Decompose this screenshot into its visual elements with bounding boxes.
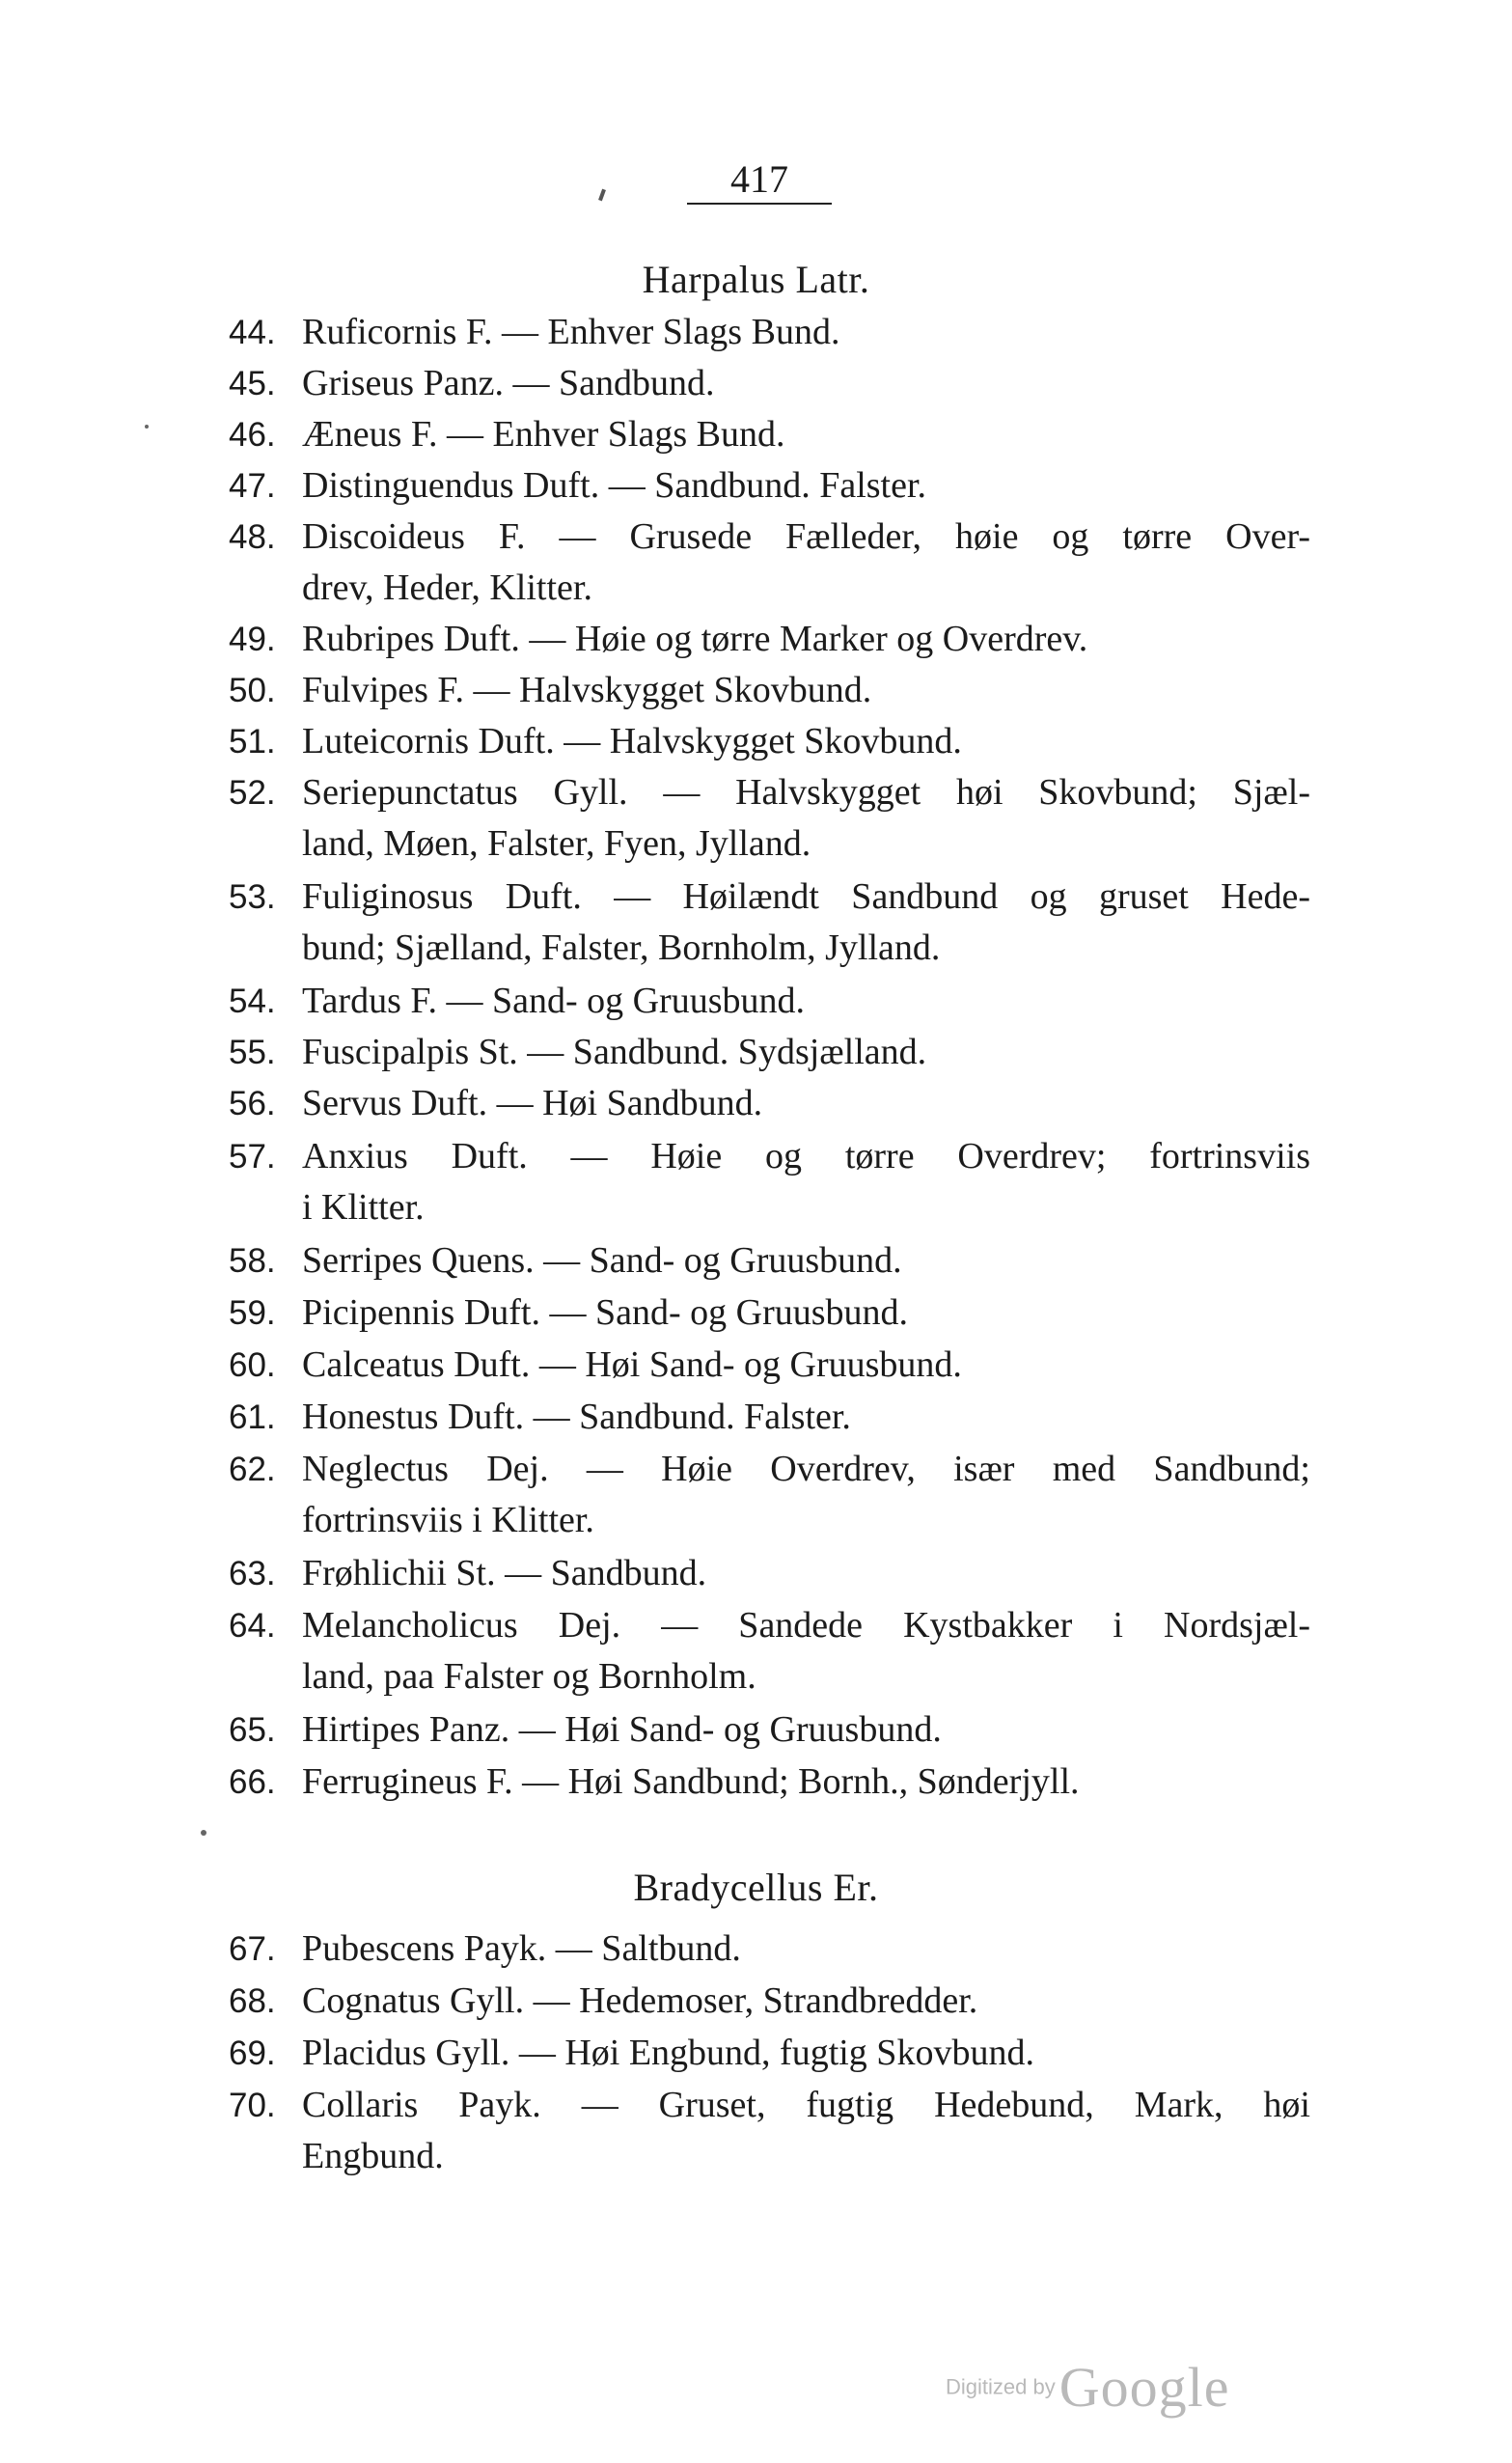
entry-text-continued: bund; Sjælland, Falster, Bornholm, Jylland. bbox=[302, 927, 941, 968]
entry-number: 67. bbox=[229, 1930, 276, 1968]
entry-number: 57. bbox=[229, 1138, 276, 1176]
entry-number: 51. bbox=[229, 723, 276, 761]
entry-number: 69. bbox=[229, 2034, 276, 2072]
entry-number: 68. bbox=[229, 1982, 276, 2020]
digitized-by-google-watermark bbox=[946, 2355, 1229, 2420]
entry-number: 53. bbox=[229, 878, 276, 916]
entry-number: 46. bbox=[229, 416, 276, 454]
entry-text: Servus Duft. — Høi Sandbund. bbox=[302, 1083, 763, 1123]
entry-text: Fulvipes F. — Halvskygget Skovbund. bbox=[302, 670, 872, 710]
entry-number: 61. bbox=[229, 1398, 276, 1436]
entry-text: Serripes Quens. — Sand- og Gruusbund. bbox=[302, 1240, 902, 1281]
ink-speck bbox=[145, 425, 149, 429]
entry-number: 63. bbox=[229, 1555, 276, 1592]
entry-number: 45. bbox=[229, 365, 276, 402]
entry-number: 59. bbox=[229, 1294, 276, 1332]
entry-number: 47. bbox=[229, 467, 276, 505]
entry-number: 54. bbox=[229, 982, 276, 1020]
entry-text: Honestus Duft. — Sandbund. Falster. bbox=[302, 1397, 851, 1437]
section-title-bradycellus: Bradycellus Er. bbox=[633, 1866, 879, 1909]
entry-text-continued: fortrinsviis i Klitter. bbox=[302, 1500, 594, 1540]
entry-text-continued: i Klitter. bbox=[302, 1187, 425, 1228]
entry-number: 49. bbox=[229, 621, 276, 658]
entry-text: Rubripes Duft. — Høie og tørre Marker og Overdrev. bbox=[302, 619, 1088, 659]
entry-text: Picipennis Duft. — Sand- og Gruusbund. bbox=[302, 1292, 909, 1333]
entry-text: Cognatus Gyll. — Hedemoser, Strandbredder. bbox=[302, 1980, 978, 2021]
entry-number: 58. bbox=[229, 1242, 276, 1280]
entry-number: 60. bbox=[229, 1346, 276, 1384]
entry-text: Seriepunctatus Gyll. — Halvskygget høi Skovbund; Sjæl- bbox=[302, 772, 1310, 813]
entry-text-continued: Engbund. bbox=[302, 2136, 444, 2176]
entry-text: Placidus Gyll. — Høi Engbund, fugtig Skovbund. bbox=[302, 2033, 1034, 2073]
entry-text: Hirtipes Panz. — Høi Sand- og Gruusbund. bbox=[302, 1709, 942, 1750]
section-title-harpalus: Harpalus Latr. bbox=[642, 258, 870, 301]
entry-text: Ruficornis F. — Enhver Slags Bund. bbox=[302, 312, 840, 352]
entry-text: Melancholicus Dej. — Sandede Kystbakker i Nordsjæl- bbox=[302, 1605, 1310, 1646]
ink-speck bbox=[201, 1830, 206, 1836]
entry-text: Anxius Duft. — Høie og tørre Overdrev; fortrinsviis bbox=[302, 1136, 1310, 1176]
entry-number: 44. bbox=[229, 314, 276, 351]
entry-text: Neglectus Dej. — Høie Overdrev, især med Sandbund; bbox=[302, 1449, 1310, 1489]
entry-number: 50. bbox=[229, 672, 276, 709]
entry-text: Discoideus F. — Grusede Fælleder, høie og tørre Over- bbox=[302, 516, 1310, 557]
entry-number: 52. bbox=[229, 774, 276, 812]
entry-number: 64. bbox=[229, 1607, 276, 1645]
entry-text: Griseus Panz. — Sandbund. bbox=[302, 363, 715, 403]
entry-number: 65. bbox=[229, 1711, 276, 1749]
entry-text: Pubescens Payk. — Saltbund. bbox=[302, 1928, 741, 1969]
entry-text: Luteicornis Duft. — Halvskygget Skovbund. bbox=[302, 721, 962, 761]
google-logo: Google bbox=[1058, 2356, 1230, 2419]
entry-text: Calceatus Duft. — Høi Sand- og Gruusbund. bbox=[302, 1344, 962, 1385]
entry-text: Æneus F. — Enhver Slags Bund. bbox=[302, 414, 785, 455]
entry-number: 48. bbox=[229, 518, 276, 556]
entry-number: 70. bbox=[229, 2087, 276, 2124]
entry-number: 56. bbox=[229, 1085, 276, 1122]
digitized-by-text: Digitized by bbox=[946, 2374, 1056, 2399]
entry-number: 55. bbox=[229, 1034, 276, 1071]
entry-text-continued: land, paa Falster og Bornholm. bbox=[302, 1656, 756, 1697]
entry-text: Collaris Payk. — Gruset, fugtig Hedebund, Mark, høi bbox=[302, 2085, 1310, 2125]
entry-text-continued: drev, Heder, Klitter. bbox=[302, 567, 592, 608]
page-number: 417 bbox=[687, 156, 832, 205]
ink-mark bbox=[598, 189, 606, 202]
entry-text: Fuscipalpis St. — Sandbund. Sydsjælland. bbox=[302, 1032, 927, 1072]
entry-number: 62. bbox=[229, 1451, 276, 1488]
entry-text: Ferrugineus F. — Høi Sandbund; Bornh., Sønderjyll. bbox=[302, 1761, 1080, 1802]
entry-text: Frøhlichii St. — Sandbund. bbox=[302, 1553, 707, 1593]
entry-text: Tardus F. — Sand- og Gruusbund. bbox=[302, 981, 805, 1021]
entry-number: 66. bbox=[229, 1763, 276, 1801]
entry-text: Fuliginosus Duft. — Høilændt Sandbund og gruset Hede- bbox=[302, 876, 1310, 917]
entry-text: Distinguendus Duft. — Sandbund. Falster. bbox=[302, 465, 927, 506]
entry-text-continued: land, Møen, Falster, Fyen, Jylland. bbox=[302, 823, 811, 864]
